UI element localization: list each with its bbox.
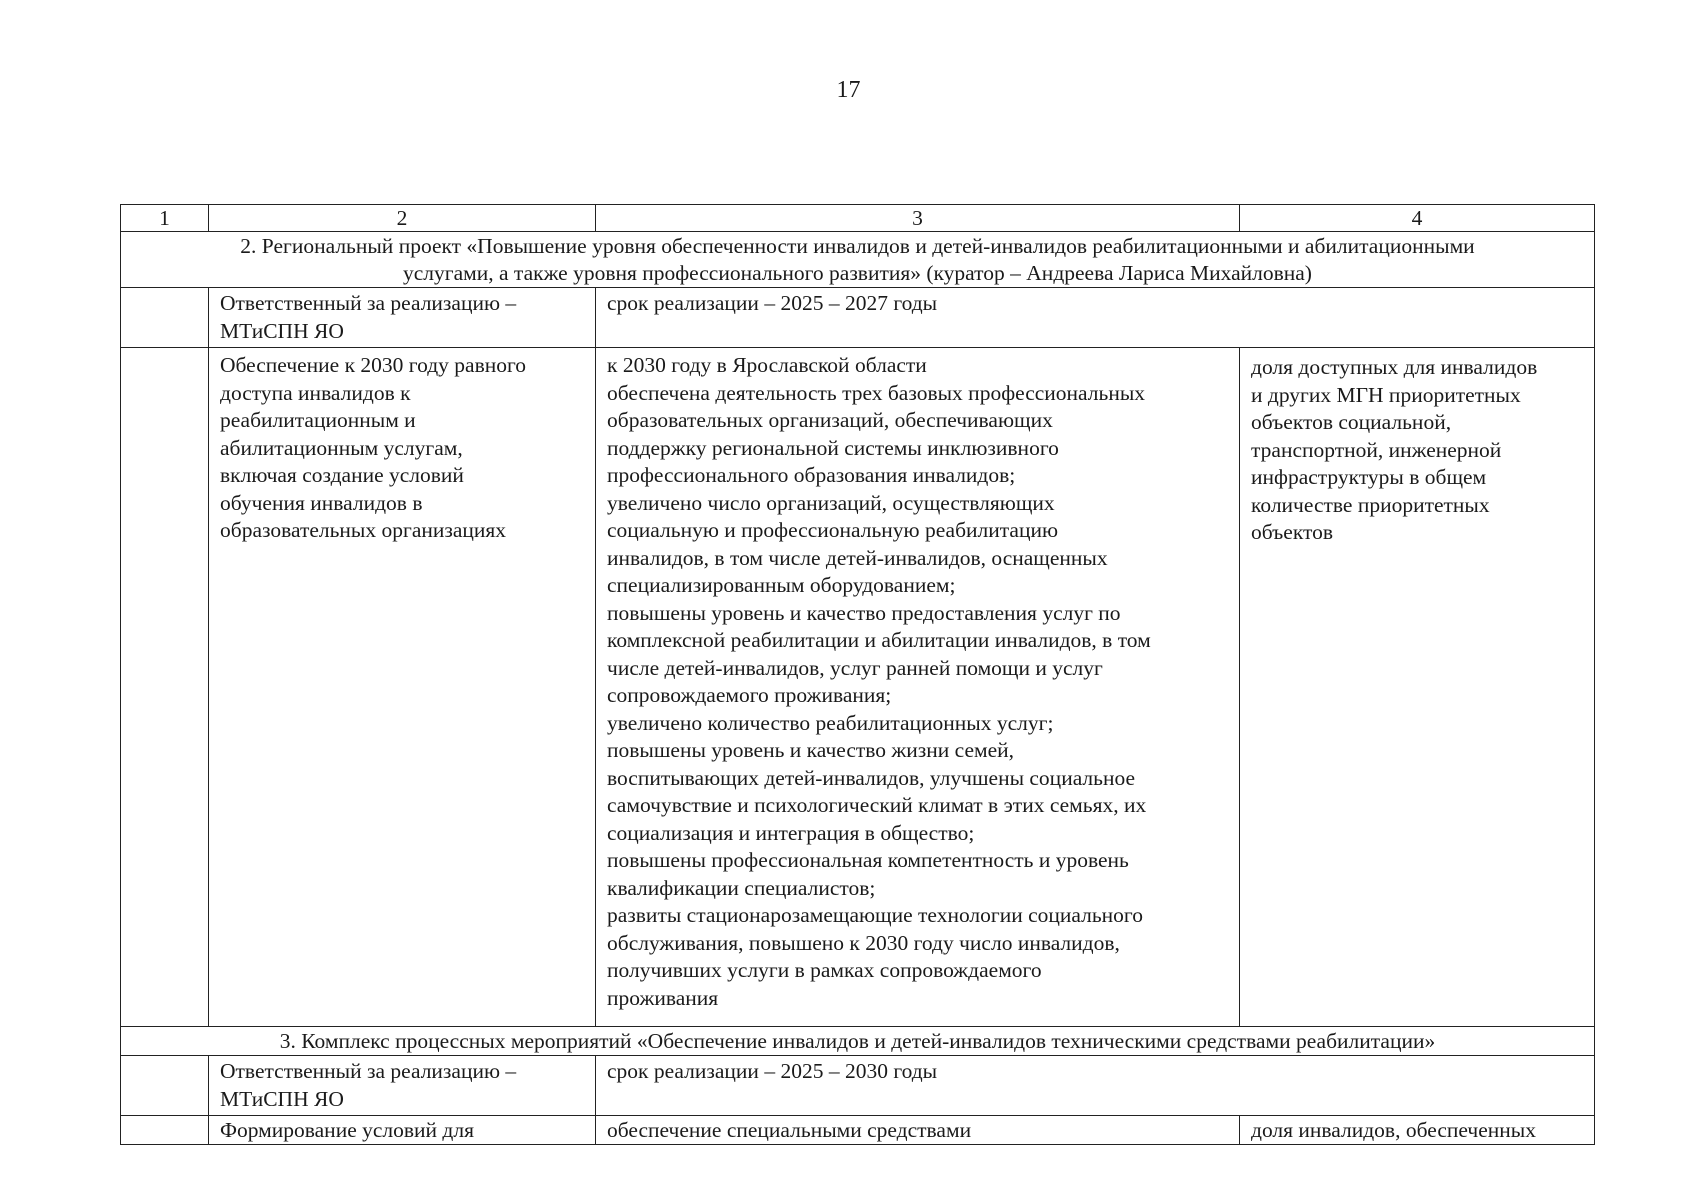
result-line: специализированным оборудованием; [607, 573, 956, 597]
result-line: самочувствие и психологический климат в этих семьях, их [607, 793, 1147, 817]
section-2-period: срок реализации – 2025 – 2027 годы [596, 288, 1595, 348]
column-number-3: 3 [596, 205, 1240, 232]
section-3-title-row [121, 1027, 1595, 1056]
result-line: повышены профессиональная компетентность и уровень [607, 848, 1129, 872]
indicator-line: объектов [1251, 520, 1333, 544]
task-line: абилитационным услугам, [220, 435, 463, 460]
section-3-empty-cell [121, 1056, 209, 1116]
result-line: получивших услуги в рамках сопровождаемого [607, 958, 1042, 982]
column-number-1: 1 [121, 205, 209, 232]
section-3-period: срок реализации – 2025 – 2030 годы [596, 1056, 1595, 1116]
result-line: комплексной реабилитации и абилитации инвалидов, в том [607, 628, 1151, 652]
responsible-line: Ответственный за реализацию – [220, 291, 517, 315]
section-2-indicator [1240, 348, 1595, 1027]
indicator-line: транспортной, инженерной [1251, 437, 1502, 462]
column-number-4: 4 [1240, 205, 1595, 232]
section-3-results: обеспечение специальными средствами [596, 1116, 1240, 1145]
section-3-task-row [121, 1116, 1595, 1145]
section-2-title-line: 2. Региональный проект «Повышение уровня обеспеченности инвалидов и детей-инвалидов реабилитационными и абилитационными [240, 234, 1475, 258]
section-2-task [209, 348, 596, 1027]
responsible-line: Ответственный за реализацию – [220, 1059, 517, 1083]
section-3-task-empty-cell [121, 1116, 209, 1145]
section-2-responsible-row [121, 288, 1595, 348]
result-line: проживания [607, 985, 719, 1010]
section-3-title: 3. Комплекс процессных мероприятий «Обеспечение инвалидов и детей-инвалидов техническими средствами реабилитации» [121, 1027, 1595, 1056]
result-line: поддержку региональной системы инклюзивного [607, 435, 1059, 460]
section-3-responsible [209, 1056, 596, 1116]
result-line: повышены уровень и качество предоставления услуг по [607, 600, 1121, 625]
program-table [120, 204, 1595, 1145]
section-2-task-row [121, 348, 1595, 1027]
section-2-title-row [121, 232, 1595, 288]
result-line: к 2030 году в Ярославской области [607, 353, 927, 377]
result-line: профессионального образования инвалидов; [607, 463, 1016, 487]
page-number: 17 [836, 77, 861, 103]
result-line: социализация и интеграция в общество; [607, 820, 975, 845]
section-2-task-empty-cell [121, 348, 209, 1027]
result-line: увеличено число организаций, осуществляющих [607, 490, 1055, 515]
responsible-line: МТиСПН ЯО [220, 318, 344, 343]
section-2-title-line: услугами, а также уровня профессионального развития» (куратор – Андреева Лариса Михайловна) [403, 261, 1312, 285]
indicator-line: инфраструктуры в общем [1251, 465, 1487, 489]
task-line: образовательных организациях [220, 518, 507, 542]
section-2-responsible [209, 288, 596, 348]
result-line: обеспечена деятельность трех базовых профессиональных [607, 380, 1146, 405]
indicator-line: и других МГН приоритетных [1251, 382, 1521, 407]
result-line: социальную и профессиональную реабилитацию [607, 518, 1059, 542]
section-2-results [596, 348, 1240, 1027]
result-line: развиты стационарозамещающие технологии социального [607, 903, 1143, 927]
task-line: включая создание условий [220, 463, 464, 487]
result-line: квалификации специалистов; [607, 875, 876, 900]
responsible-line: МТиСПН ЯО [220, 1086, 344, 1111]
task-line: обучения инвалидов в [220, 490, 423, 515]
section-2-title [121, 232, 1595, 288]
column-number-2: 2 [209, 205, 596, 232]
section-3-indicator: доля инвалидов, обеспеченных [1240, 1116, 1595, 1145]
result-line: сопровождаемого проживания; [607, 683, 892, 707]
result-line: воспитывающих детей-инвалидов, улучшены социальное [607, 765, 1136, 790]
result-line: образовательных организаций, обеспечивающих [607, 408, 1053, 432]
section-3-task: Формирование условий для [209, 1116, 596, 1145]
task-line: реабилитационным и [220, 408, 416, 432]
indicator-line: количестве приоритетных [1251, 492, 1490, 517]
indicator-line: доля доступных для инвалидов [1251, 355, 1538, 379]
column-number-row [121, 205, 1595, 232]
result-line: обслуживания, повышено к 2030 году число инвалидов, [607, 930, 1120, 955]
task-line: доступа инвалидов к [220, 380, 411, 405]
section-3-responsible-row [121, 1056, 1595, 1116]
task-line: Обеспечение к 2030 году равного [220, 353, 527, 377]
result-line: числе детей-инвалидов, услуг ранней помощи и услуг [607, 655, 1103, 680]
indicator-line: объектов социальной, [1251, 410, 1452, 434]
result-line: повышены уровень и качество жизни семей, [607, 738, 1015, 762]
section-2-empty-cell [121, 288, 209, 348]
result-line: инвалидов, в том числе детей-инвалидов, оснащенных [607, 545, 1108, 570]
result-line: увеличено количество реабилитационных услуг; [607, 710, 1054, 735]
